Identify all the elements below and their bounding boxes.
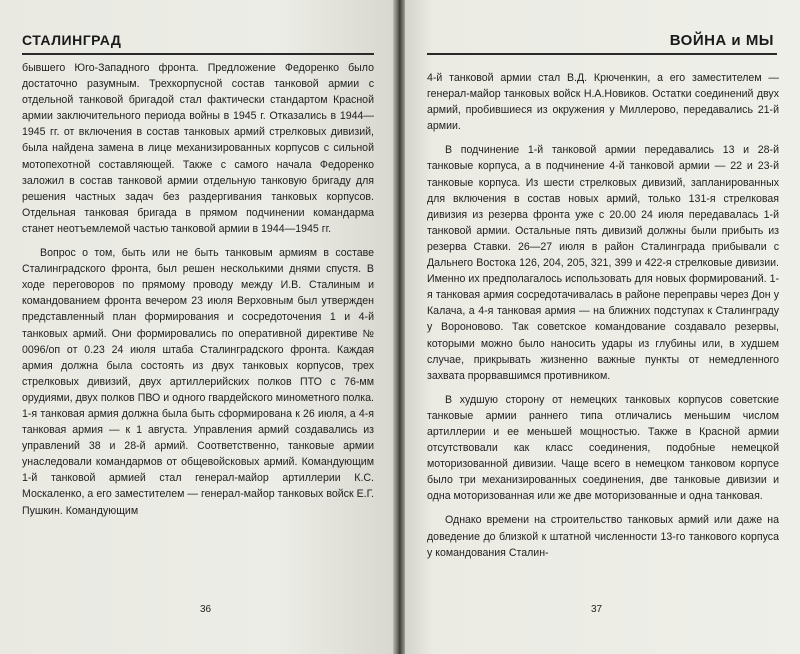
book-spine [393, 0, 405, 654]
running-header-left: СТАЛИНГРАД [22, 32, 122, 48]
header-rule-right [427, 53, 777, 55]
right-page-text [427, 70, 779, 561]
left-page-text [22, 60, 374, 519]
page-number-right: 37 [591, 604, 603, 615]
running-header-right: ВОЙНА и МЫ [669, 32, 774, 49]
paragraph: Однако времени на строительство танковых армий или даже на доведение до близкой к штатной численности 13-го танкового корпуса у командования Сталин- [427, 514, 779, 559]
paragraph: В подчинение 1-й танковой армии передавались 13 и 28-й танковые корпуса, а в подчинение 4-й танковой армии — 22 и 23-й танковые корпуса. Из шести стрелковых дивизий, запланированных для включения в состав новых армий, только 131-я стрелковая дивизия из резерва фронта уже с 20.00 24 июля передавалась 1-й танковой армии. Остальные пять дивизий должны были прибыть из резерва Ставки. 26—27 июля в район Сталинграда прибывали с Дальнего Востока 126, 204, 205, 321, 399 и 422-я стрелковые дивизии. Именно их предполагалось использовать для новых формирований. 1-я танковая армия сосредотачивалась в районе переправы через Дон у Калача, а 4-я танковая армия — на ближних подступах к Сталинграду у Вороновово. Так советское командование создавало резервы, которыми можно было наносить удары из глубины или, в худшем случае, прикрывать жизненно важные пункты от немедленного захвата прорвавшимся противником. [427, 144, 779, 382]
paragraph: В худшую сторону от немецких танковых корпусов советские танковые армии раннего типа отличались меньшим числом артиллерии и ее меньшей мощностью. Также в Красной армии отсутствовали как класс соединения, подобные немецкой моторизованной дивизии. Чаще всего в немецком танковом корпусе было три механизированных соединения, две танковые дивизии и одна моторизованная или же две моторизованные и одна танковая. [427, 393, 779, 503]
page-number-left: 36 [200, 604, 212, 615]
header-rule-left [22, 53, 374, 55]
paragraph: 4-й танковой армии стал В.Д. Крюченкин, а его заместителем — генерал-майор танковых войск Н.А.Новиков. Остатки соединений двух армий, пробившиеся из окружения у Миллерово, передавались 21-й армии. [427, 72, 779, 133]
paragraph: бывшего Юго-Западного фронта. Предложение Федоренко было достаточно разумным. Трехкорпусной состав танковой армии с отдельной танковой бригадой стал фактически стандартом Красной армии заключительного периода войны в 1945 г. Отказались в 1944—1945 гг. от включения в состав танковых армий стрелковых дивизий, была найдена замена в лице механизированных корпусов с сильной мотопехотной составляющей. Также с самого начала Федоренко заложил в состав танковой армии отдельную танковую бригаду для решения частных задач без раздергивания танковых корпусов. Отдельная танковая бригада в прямом подчинении командарма станет неотъемлемой частью танковой армии в 1944—1945 гг. [22, 62, 374, 235]
left-page [0, 0, 397, 654]
right-page [401, 0, 800, 654]
paragraph: Вопрос о том, быть или не быть танковым армиям в составе Сталинградского фронта, был решен несколькими днями спустя. В ходе переговоров по прямому проводу между И.В. Сталиным и командованием фронта вечером 23 июля Верховным был утвержден представленный план формирования и сосредоточения 1 и 4-й танковых армий. Они формировались по оперативной директиве № 0096/оп от 0.23 24 июля штаба Сталинградского фронта. Каждая армия должна была состоять из двух танковых корпусов, трех стрелковых дивизий, двух артиллерийских полков ПТО с 76-мм орудиями, двух полков ПВО и одного гвардейского минометного полка. 1-я танковая армия должна была быть сформирована к 26 июля, а 4-я танковая армия — к 1 августа. Управления армий создавались из управлений 38 и 28-й армий. Соответственно, танковые армии унаследовали командармов от общевойсковых армий. Командующим 1-й танковой армией стал генерал-майор артиллерии К.С. Москаленко, а его заместителем — генерал-майор танковых войск Е.Г. Пушкин. Командующим [22, 247, 374, 517]
